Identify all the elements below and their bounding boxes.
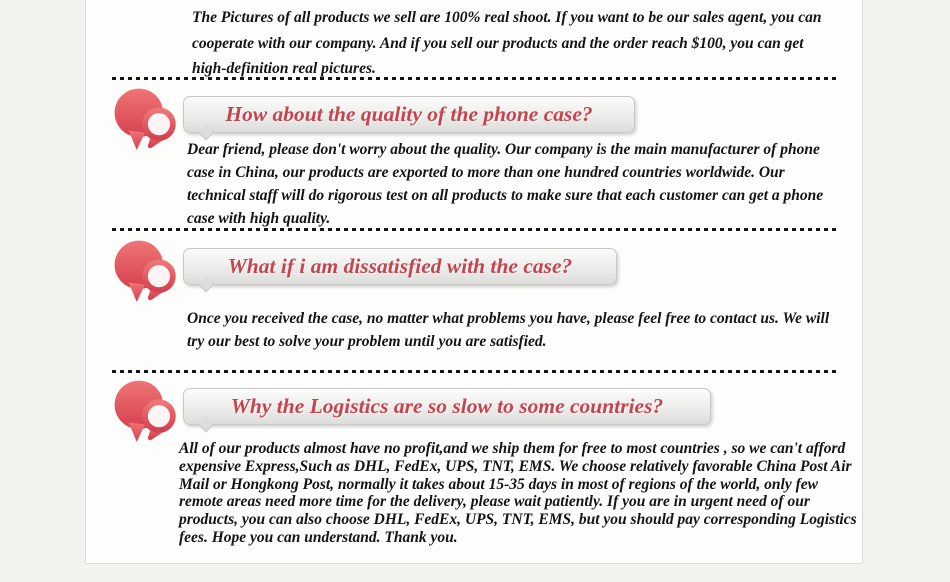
dashed-divider <box>112 77 836 80</box>
answer-paragraph: Once you received the case, no matter what problems you have, please feel free to contact us. We will try our best to solve your problem until you are satisfied. <box>187 310 830 350</box>
chat-bubbles-icon <box>111 378 177 444</box>
question-heading: How about the quality of the phone case? <box>225 102 593 126</box>
answer-paragraph: Dear friend, please don't worry about the quality. Our company is the main manufacturer of phone case in China, our products are exported to more than one hundred countries worldwide. Our technical staff will do rigorous test on all products to make sure that each customer can get a phone case with high quality. <box>187 141 824 227</box>
faq-panel <box>85 0 863 564</box>
question-bar <box>183 388 711 425</box>
intro-paragraph: The Pictures of all products we sell are 100% real shoot. If you want to be our sales agent, you can cooperate with our company. And if you sell our products and the order reach $100, you can get high-definition real pictures. <box>192 9 822 77</box>
question-heading: What if i am dissatisfied with the case? <box>227 254 573 278</box>
question-bar <box>183 248 617 285</box>
chat-bubbles-icon <box>111 238 177 304</box>
answer-paragraph: All of our products almost have no profit,and we ship them for free to most countries , so we can't afford expensive Express,Such as DHL, FedEx, UPS, TNT, EMS. We choose relatively favorable China Post Air Mail or Hongkong Post, normally it takes about 15-35 days in most of regions of the world, only few remote areas need more time for the delivery, please wait patiently. If you are in urgent need of our products, you can also choose DHL, FedEx, UPS, TNT, EMS, but you should pay corresponding Logistics fees. Hope you can understand. Thank you. <box>179 440 857 546</box>
dashed-divider <box>112 370 836 373</box>
question-bar <box>183 96 635 133</box>
chat-bubbles-icon <box>111 86 177 152</box>
question-heading: Why the Logistics are so slow to some countries? <box>230 394 664 418</box>
dashed-divider <box>112 228 836 231</box>
